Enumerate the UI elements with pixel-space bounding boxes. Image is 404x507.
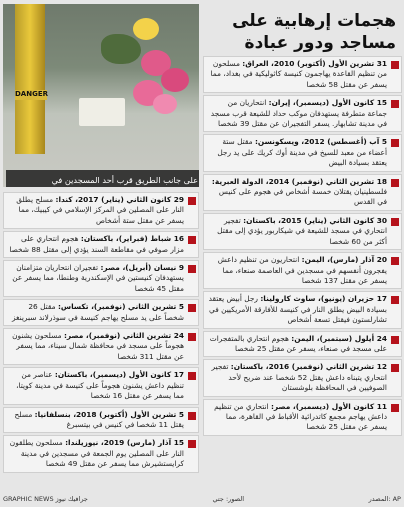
red-square-marker (391, 404, 399, 412)
red-square-marker (391, 179, 399, 187)
timeline-entry (3, 231, 199, 258)
red-square-marker (391, 257, 399, 265)
entry-text: مسلحون يشنون هجوماً على مسجد في محافظة شمال سيناء، مما يسفر عن مقتل 311 شخصا (12, 331, 184, 361)
card (79, 98, 125, 126)
timeline-right-column (203, 56, 402, 436)
timeline-entry (3, 328, 199, 365)
entry-text: تفجيران انتحاريان متزامنان يستهدفان كنيستين في الإسكندرية وطنطا، مما يسفر عن مقتل 45 شخصا (12, 263, 184, 293)
timeline-entry (3, 367, 199, 404)
red-square-marker (391, 218, 399, 226)
timeline-left-column (3, 192, 199, 473)
entry-date: 12 تشرين الثاني (نوفمبر) 2016، باكستان: (230, 362, 387, 372)
red-square-marker (391, 296, 399, 304)
entry-date: 30 كانون الثاني (يناير) 2015، باكستان: (243, 215, 387, 225)
timeline-entry (203, 359, 402, 396)
entry-date: 24 أيلول (سبتمبر)، اليمن: (291, 333, 387, 343)
entry-text: عناصر من تنظيم داعش يشنون هجوماً على كنيسة في مدينة كويتا، مما يسفر عن مقتل 16 شخصا (16, 370, 184, 401)
entry-date: 31 تشرين الأول (أكتوبر) 2010، العراق: (242, 59, 387, 68)
source-credit: المصدر: AP (368, 494, 401, 503)
entry-text: مسلح يطلق النار على المصلين في المركز الإسلامي في كيبيك، مما يسفر عن مقتل ستة أشخاص (16, 195, 184, 225)
timeline-entry (3, 407, 199, 434)
red-square-marker (188, 372, 196, 380)
entry-text: فلسطينيان يقتلان خمسة أشخاص في هجوم على كنيس في القدس (218, 187, 387, 207)
entry-text: تفجير انتحاري في مسجد للشيعة في شيكاربور يؤدي إلى مقتل أكثر من 60 شخصا (217, 215, 387, 246)
entry-text: مقتل 26 شخصاً على يد مسلح يهاجم كنيسة في سوذرلاند سبرينغز (11, 302, 184, 322)
flower (161, 68, 189, 92)
entry-date: 5 آب (أغسطس) 2012، ويسكونسن: (254, 137, 387, 147)
entry-text: مسلحون يطلقون النار على المصلين يوم الجمعة في مسجدين في مدينة كرايستشيرش مما يسفر عن مقتل 49 شخصا (9, 438, 184, 469)
red-square-marker (391, 336, 399, 344)
entry-date: 15 آذار (مارس) 2019، نيوزيلندا: (65, 438, 184, 448)
timeline-entry (203, 134, 402, 171)
entry-date: 15 كانون الأول (ديسمبر)، إيران: (268, 98, 387, 108)
red-square-marker (188, 304, 196, 312)
entry-date: 29 كانون الثاني (يناير) 2017، كندا: (55, 195, 184, 204)
red-square-marker (391, 139, 399, 147)
entry-text: رجل أبيض يعتقد بسيادة البيض يطلق النار في كنيسة للأفارقة الأمريكيين في تشارلستون فيقتل تسعة أشخاص (208, 294, 387, 325)
entry-date: 5 تشرين الثاني (نوفمبر)، تكساس: (57, 302, 184, 312)
entry-text: هجوم انتحاري بالمتفجرات على مسجد في صنعاء، يسفر عن مقتل 25 شخصا (209, 333, 387, 353)
red-square-marker (391, 100, 399, 108)
timeline-entry (3, 299, 199, 326)
entry-text: مسلحون من تنظيم القاعدة يهاجمون كنيسة كاثوليكية في بغداد، مما يسفر عن مقتل 58 شخصا (210, 59, 387, 89)
red-square-marker (188, 440, 196, 448)
entry-text: انتحاريان من جماعة متطرفة يستهدفان موكب حداد للشيعة قرب مسجد في مدينة تشابهار. يسفر التفجيران عن مقتل 39 شخصا (210, 98, 387, 129)
red-square-marker (188, 412, 196, 420)
timeline-entry (203, 213, 402, 250)
red-square-marker (391, 61, 399, 69)
timeline-entry (203, 291, 402, 328)
entry-text: انتحاريون من تنظيم داعش يفجرون أنفسهم في مسجدين في العاصمة صنعاء، مما يسفر عن مقتل 137 شخصا (217, 255, 387, 285)
entry-date: 9 نيسان (أبريل)، مصر: (100, 263, 184, 273)
timeline-entry (203, 56, 402, 93)
entry-date: 18 تشرين الثاني (نوفمبر) 2014، الدولة العبرية: (211, 176, 387, 186)
entry-text: هجوم انتحاري على مزار صوفي في مقاطعة السند يؤدي إلى مقتل 88 شخصا (9, 234, 184, 254)
entry-date: 11 كانون الأول (ديسمبر)، مصر: (270, 401, 387, 411)
photo-caption: على جانب الطريق قرب أحد المسجدين في (6, 170, 199, 187)
timeline-entry (203, 174, 402, 211)
brand-credit: GRAPHIC NEWS جرافيك نيوز (3, 494, 88, 503)
entry-date: 5 تشرين الأول (أكتوبر) 2018، بنسلفانيا: (34, 409, 184, 419)
entry-date: 17 كانون الأول (ديسمبر)، باكستان: (54, 370, 184, 380)
flower (153, 94, 177, 114)
danger-sign: DANGER (15, 90, 49, 98)
yellow-pole (15, 4, 49, 154)
entry-date: 16 شباط (فبراير)، باكستان: (80, 234, 184, 244)
timeline-entry (203, 331, 402, 358)
entry-date: 24 تشرين الثاني (نوفمبر)، مصر: (63, 331, 184, 341)
flower (133, 18, 159, 40)
footer (3, 492, 401, 505)
leaf (101, 34, 141, 64)
red-square-marker (188, 333, 196, 341)
red-square-marker (391, 364, 399, 372)
timeline-entry (203, 95, 402, 132)
entry-date: 17 حزيران (يونيو)، ساوث كارولينا: (260, 294, 387, 304)
page-title: هجمات إرهابية على مساجد ودور عبادة (232, 11, 396, 53)
entry-text: تفجير انتحاري يتبناه داعش يقتل 52 شخصا عند ضريح لأحد الصوفيين في المحافظة بلوشستان (211, 362, 387, 393)
entry-text: مقتل ستة أعضاء من معبد للسيخ في مدينة أوك كريك على يد رجل يعتقد بسيادة البيض (217, 137, 387, 168)
entry-date: 20 آذار (مارس)، اليمن: (301, 255, 387, 265)
red-square-marker (188, 265, 196, 273)
timeline-entry (3, 435, 199, 472)
entry-text: مسلح يقتل 11 شخصا في كنيس في بيتسبرغ (14, 409, 184, 429)
timeline-entry (203, 399, 402, 436)
timeline-entry (3, 192, 199, 229)
entry-text: انتحاري من تنظيم داعش يهاجم مجمع كاتدرائية الأقباط في القاهرة، مما يسفر عن مقتل 25 شخصا (214, 401, 387, 432)
memorial-photo (3, 4, 199, 187)
timeline-entry (3, 260, 199, 297)
photo-credit: الصور: جتي (212, 494, 245, 503)
timeline-entry (203, 252, 402, 289)
red-square-marker (188, 236, 196, 244)
red-square-marker (188, 197, 196, 205)
